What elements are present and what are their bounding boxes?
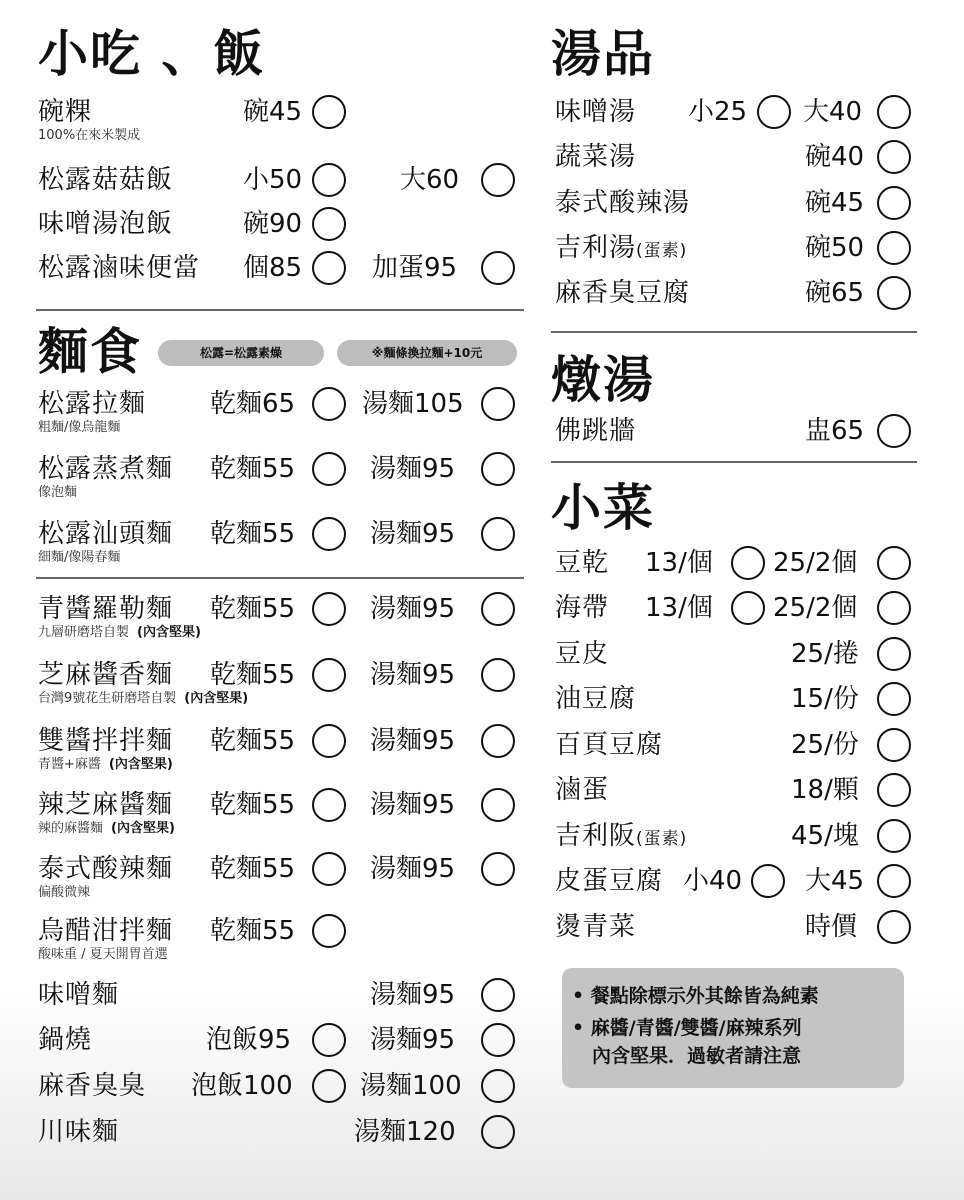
pill-ramen-note: ※麵條換拉麵+10元 [337, 340, 517, 366]
pill-truffle-note: 松露=松露素燥 [158, 340, 324, 366]
price-2: 碗45 [805, 188, 865, 218]
menu-item-miso-noodle [38, 977, 518, 1021]
item-note: 粗麵/像烏龍麵 [38, 420, 121, 435]
menu-item-spicy-sesame-noodle [38, 787, 518, 836]
order-circle[interactable] [481, 788, 515, 822]
order-circle[interactable] [481, 163, 515, 197]
order-circle[interactable] [481, 452, 515, 486]
divider [36, 309, 524, 311]
menu-item-gelatin-block [555, 818, 925, 862]
nut-warning: (內含堅果) [111, 821, 175, 836]
item-note [38, 821, 175, 837]
item-name: 辣芝麻醬麵 [38, 790, 174, 820]
item-name: 川味麵 [38, 1117, 120, 1147]
item-name: 豆乾 [555, 548, 610, 578]
item-note: 酸味重 / 夏天開胃首選 [38, 947, 168, 962]
item-name: 烏醋泔拌麵 [38, 916, 174, 946]
price-2: 湯麵100 [360, 1071, 462, 1101]
section-title-snacks: 小吃 、飯 [38, 25, 266, 83]
item-note: 100%在來米製成 [38, 128, 141, 143]
price-1: 泡飯100 [191, 1071, 293, 1101]
order-circle[interactable] [312, 1069, 346, 1103]
price-2: 湯麵95 [370, 726, 456, 756]
note-text: 辣的麻醬麵 [38, 821, 104, 836]
order-circle[interactable] [312, 1023, 346, 1057]
item-name: 蔬菜湯 [555, 142, 637, 172]
price-2: 25/捲 [791, 639, 859, 669]
menu-item-sesame-noodle [38, 657, 518, 706]
item-note: 像泡麵 [38, 485, 78, 500]
note-vegan: • 餐點除標示外其餘皆為純素 [572, 985, 819, 1007]
menu-item-pesto-noodle [38, 591, 518, 640]
price-2: 碗50 [805, 233, 865, 263]
nut-warning: (內含堅果) [137, 625, 201, 640]
name-text: 吉利阪 [555, 821, 637, 851]
price-1: 小50 [243, 165, 303, 195]
menu-item-vegetable-soup [555, 139, 925, 183]
order-circle[interactable] [312, 95, 346, 129]
item-name: 泰式酸辣湯 [555, 188, 691, 218]
item-name: 味噌湯泡飯 [38, 209, 174, 239]
price-1: 乾麵55 [210, 726, 296, 756]
order-circle[interactable] [877, 546, 911, 580]
item-name: 鍋燒 [38, 1025, 93, 1055]
price-1: 碗90 [243, 209, 303, 239]
item-name: 青醬羅勒麵 [38, 594, 174, 624]
order-circle[interactable] [757, 95, 791, 129]
price-1: 乾麵55 [210, 790, 296, 820]
price-2: 25/2個 [773, 593, 858, 623]
order-circle[interactable] [877, 186, 911, 220]
order-circle[interactable] [481, 978, 515, 1012]
order-circle[interactable] [731, 546, 765, 580]
menu-item-wangui [38, 94, 518, 143]
item-note [38, 691, 248, 707]
price-2: 湯麵95 [370, 980, 456, 1010]
notes-box [562, 968, 904, 1088]
order-circle[interactable] [312, 658, 346, 692]
price-2: 25/份 [791, 730, 859, 760]
price-1: 乾麵55 [210, 660, 296, 690]
item-name [555, 818, 687, 857]
order-circle[interactable] [877, 276, 911, 310]
section-title-soups: 湯品 [551, 25, 655, 83]
price-1: 泡飯95 [206, 1025, 292, 1055]
item-name: 松露汕頭麵 [38, 519, 174, 549]
menu-item-century-egg-tofu [555, 863, 925, 907]
item-note: 細麵/像陽春麵 [38, 550, 121, 565]
menu-item-thai-sour-spicy-noodle [38, 851, 518, 900]
price-2: 湯麵95 [370, 790, 456, 820]
item-name: 百頁豆腐 [555, 730, 664, 760]
order-circle[interactable] [877, 140, 911, 174]
section-title-sides: 小菜 [551, 479, 655, 537]
item-name: 麻香臭豆腐 [555, 278, 691, 308]
order-circle[interactable] [877, 414, 911, 448]
order-circle[interactable] [877, 637, 911, 671]
price-1: 乾麵55 [210, 519, 296, 549]
order-circle[interactable] [481, 658, 515, 692]
menu-item-truffle-mushroom-rice [38, 162, 518, 206]
price-2: 湯麵105 [362, 389, 464, 419]
price-1: 乾麵65 [210, 389, 296, 419]
divider [551, 331, 917, 333]
price-2: 湯麵95 [370, 854, 456, 884]
section-title-stew: 燉湯 [551, 351, 655, 409]
note-text: 青醬+麻醬 [38, 757, 101, 772]
price-1: 13/個 [645, 593, 713, 623]
item-name: 味噌麵 [38, 980, 120, 1010]
order-circle[interactable] [877, 864, 911, 898]
order-circle[interactable] [481, 852, 515, 886]
item-name: 松露滷味便當 [38, 253, 201, 283]
order-circle[interactable] [312, 163, 346, 197]
price-2: 湯麵95 [370, 1025, 456, 1055]
item-name: 油豆腐 [555, 684, 637, 714]
price-2: 湯麵95 [370, 594, 456, 624]
order-circle[interactable] [312, 251, 346, 285]
price-2: 湯麵95 [370, 519, 456, 549]
order-circle[interactable] [312, 724, 346, 758]
menu-item-braised-egg [555, 772, 925, 816]
order-circle[interactable] [877, 728, 911, 762]
price-1: 乾麵55 [210, 454, 296, 484]
item-note: 偏酸微辣 [38, 885, 91, 900]
name-text: 吉利湯 [555, 233, 637, 263]
item-name: 碗粿 [38, 97, 93, 127]
order-circle[interactable] [481, 251, 515, 285]
price-2: 湯麵95 [370, 454, 456, 484]
order-circle[interactable] [751, 864, 785, 898]
price-2: 25/2個 [773, 548, 858, 578]
item-name: 芝麻醬香麵 [38, 660, 174, 690]
menu-item-thai-soup [555, 185, 925, 229]
price-2: 大60 [400, 165, 460, 195]
item-name: 麻香臭臭 [38, 1071, 147, 1101]
price-1: 乾麵55 [210, 854, 296, 884]
note-text: 台灣9號花生研磨塔自製 [38, 691, 177, 706]
menu-item-dried-tofu [555, 545, 925, 589]
price-1: 碗45 [243, 97, 303, 127]
menu-item-truffle-shantou-noodle [38, 516, 518, 565]
menu-item-buddha-jumps-wall [555, 413, 925, 457]
order-circle[interactable] [481, 1023, 515, 1057]
menu-item-fried-tofu [555, 681, 925, 725]
item-name: 海帶 [555, 593, 610, 623]
menu-item-gelatin-soup [555, 230, 925, 274]
item-name: 味噌湯 [555, 97, 637, 127]
price-1: 乾麵55 [210, 916, 296, 946]
price-2: 時價 [805, 912, 858, 942]
price-2: 湯麵120 [354, 1117, 456, 1147]
nut-warning: (內含堅果) [184, 691, 249, 706]
order-circle[interactable] [731, 591, 765, 625]
price-2: 45/塊 [791, 821, 859, 851]
order-circle[interactable] [312, 592, 346, 626]
menu-item-double-sauce-noodle [38, 723, 518, 772]
item-name: 佛跳牆 [555, 416, 637, 446]
menu-item-truffle-steamed-noodle [38, 451, 518, 500]
order-circle[interactable] [877, 231, 911, 265]
order-circle[interactable] [481, 387, 515, 421]
order-circle[interactable] [312, 852, 346, 886]
item-note [38, 625, 201, 641]
menu-item-bai-ye-tofu [555, 727, 925, 771]
item-name: 皮蛋豆腐 [555, 866, 664, 896]
menu-item-truffle-ramen [38, 386, 518, 435]
price-2: 15/份 [791, 684, 859, 714]
order-circle[interactable] [312, 517, 346, 551]
item-name: 豆皮 [555, 639, 610, 669]
price-2: 加蛋95 [372, 253, 458, 283]
order-circle[interactable] [481, 517, 515, 551]
price-1: 小40 [683, 866, 743, 896]
order-circle[interactable] [481, 724, 515, 758]
order-circle[interactable] [481, 1069, 515, 1103]
menu-item-mala-stinky [38, 1068, 518, 1112]
order-circle[interactable] [312, 914, 346, 948]
nut-warning: (內含堅果) [108, 757, 173, 772]
item-name [555, 230, 687, 269]
price-1: 個85 [243, 253, 303, 283]
order-circle[interactable] [877, 682, 911, 716]
order-circle[interactable] [877, 591, 911, 625]
price-1: 乾麵55 [210, 594, 296, 624]
menu-item-nabeyaki [38, 1022, 518, 1066]
menu-item-tofu-skin [555, 636, 925, 680]
item-name: 滷蛋 [555, 775, 610, 805]
order-circle[interactable] [312, 387, 346, 421]
price-2: 盅65 [805, 416, 865, 446]
item-name: 松露拉麵 [38, 389, 147, 419]
order-circle[interactable] [481, 592, 515, 626]
menu-item-blanched-greens [555, 909, 925, 953]
item-name: 雙醬拌拌麵 [38, 726, 174, 756]
price-2: 18/顆 [791, 775, 859, 805]
order-circle[interactable] [312, 788, 346, 822]
price-1: 13/個 [645, 548, 713, 578]
order-circle[interactable] [312, 452, 346, 486]
divider [551, 461, 917, 463]
item-name: 松露菇菇飯 [38, 165, 174, 195]
order-circle[interactable] [877, 773, 911, 807]
order-circle[interactable] [877, 819, 911, 853]
item-name: 泰式酸辣麵 [38, 854, 174, 884]
price-2: 大45 [805, 866, 865, 896]
note-text: 九層研磨塔自製 [38, 625, 130, 640]
note-nuts-2: 內含堅果．過敏者請注意 [592, 1045, 802, 1067]
price-2: 碗65 [805, 278, 865, 308]
menu-item-sichuan-noodle [38, 1114, 518, 1158]
price-1: 小25 [688, 97, 748, 127]
menu-item-black-vinegar-noodle [38, 913, 518, 962]
order-circle[interactable] [312, 207, 346, 241]
divider [36, 577, 524, 579]
section-title-noodles: 麵食 [38, 323, 142, 381]
order-circle[interactable] [481, 1115, 515, 1149]
item-name: 松露蒸煮麵 [38, 454, 174, 484]
menu-item-kelp [555, 590, 925, 634]
price-2: 碗40 [805, 142, 865, 172]
price-2: 大40 [803, 97, 863, 127]
menu-item-stinky-tofu-soup [555, 275, 925, 319]
order-circle[interactable] [877, 910, 911, 944]
menu-item-miso-rice [38, 206, 518, 250]
menu-item-truffle-bento [38, 250, 518, 294]
menu-item-miso-soup [555, 94, 925, 138]
egg-vegetarian-tag: (蛋素) [636, 829, 688, 849]
item-note [38, 757, 173, 773]
egg-vegetarian-tag: (蛋素) [636, 241, 688, 261]
note-nuts-1: • 麻醬/青醬/雙醬/麻辣系列 [572, 1017, 802, 1039]
order-circle[interactable] [877, 95, 911, 129]
item-name: 燙青菜 [555, 912, 637, 942]
price-2: 湯麵95 [370, 660, 456, 690]
